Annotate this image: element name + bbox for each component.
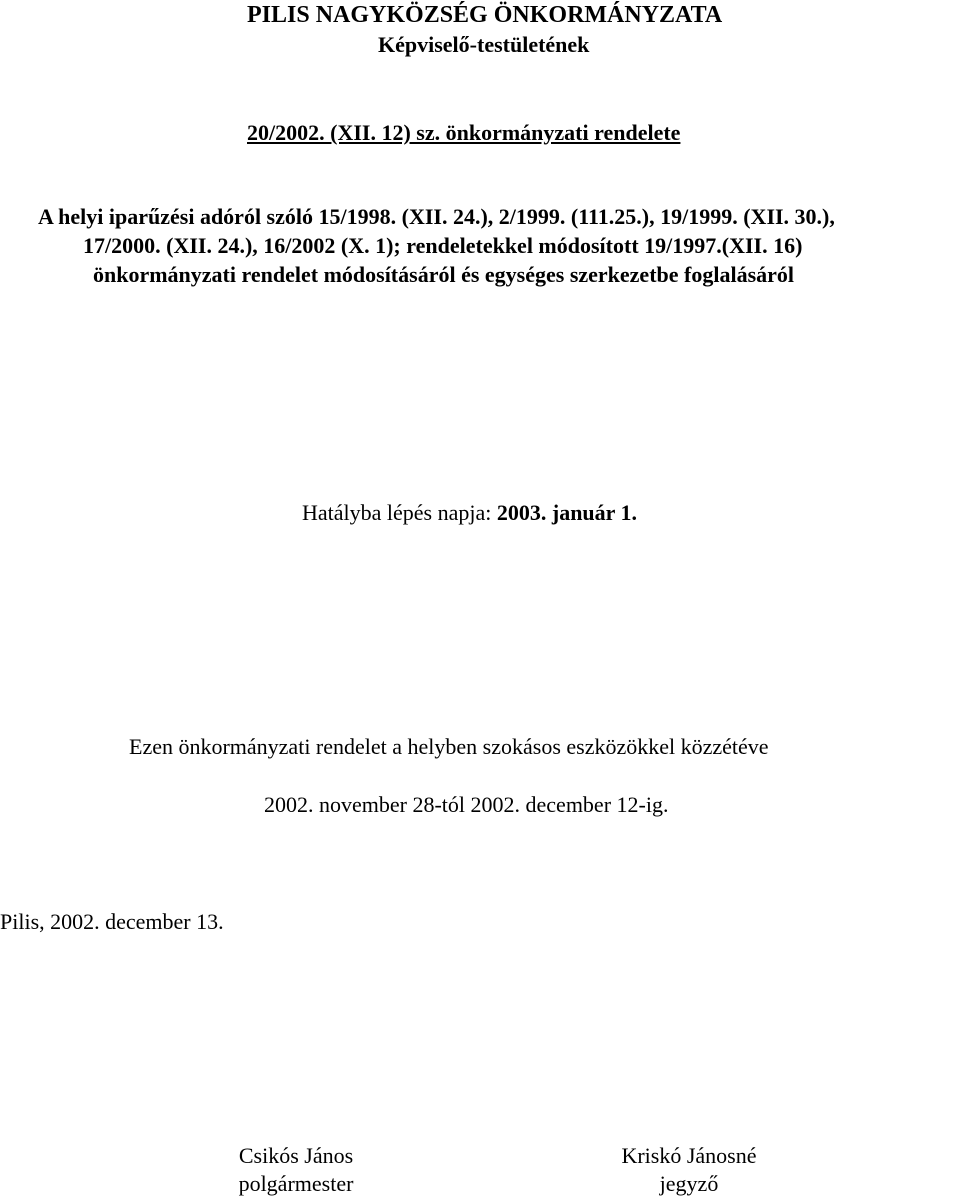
- signature-mayor-name: Csikós János: [238, 1143, 354, 1168]
- description-line-3: önkormányzati rendelet módosításáról és egységes szerkezetbe foglalásáról: [93, 262, 795, 287]
- effective-date-label: Hatályba lépés napja:: [302, 500, 492, 525]
- signature-notary-role: jegyző: [659, 1171, 719, 1196]
- signature-mayor: [228, 1142, 364, 1198]
- publication-period: 2002. november 28-tól 2002. december 12-ig.: [264, 792, 669, 817]
- decree-number: 20/2002. (XII. 12) sz. önkormányzati rendelete: [247, 120, 681, 145]
- effective-date-value: 2003. január 1.: [496, 500, 638, 525]
- description-line-2: 17/2000. (XII. 24.), 16/2002 (X. 1); rendeletekkel módosított 19/1997.(XII. 16): [83, 233, 803, 258]
- effective-date-row: [302, 498, 637, 528]
- publication-statement: Ezen önkormányzati rendelet a helyben szokásos eszközökkel közzétéve: [129, 734, 769, 759]
- signature-mayor-role: polgármester: [238, 1171, 354, 1196]
- description-line-1: A helyi iparűzési adóról szóló 15/1998. (XII. 24.), 2/1999. (111.25.), 19/1999. (XII. 30.),: [38, 204, 835, 229]
- decree-description: [38, 202, 958, 289]
- signature-notary: [608, 1142, 770, 1198]
- place-and-date: Pilis, 2002. december 13.: [0, 909, 224, 934]
- council-subtitle: Képviselő-testületének: [378, 32, 590, 57]
- signature-notary-name: Kriskó Jánosné: [621, 1143, 757, 1168]
- council-title: PILIS NAGYKÖZSÉG ÖNKORMÁNYZATA: [247, 2, 723, 28]
